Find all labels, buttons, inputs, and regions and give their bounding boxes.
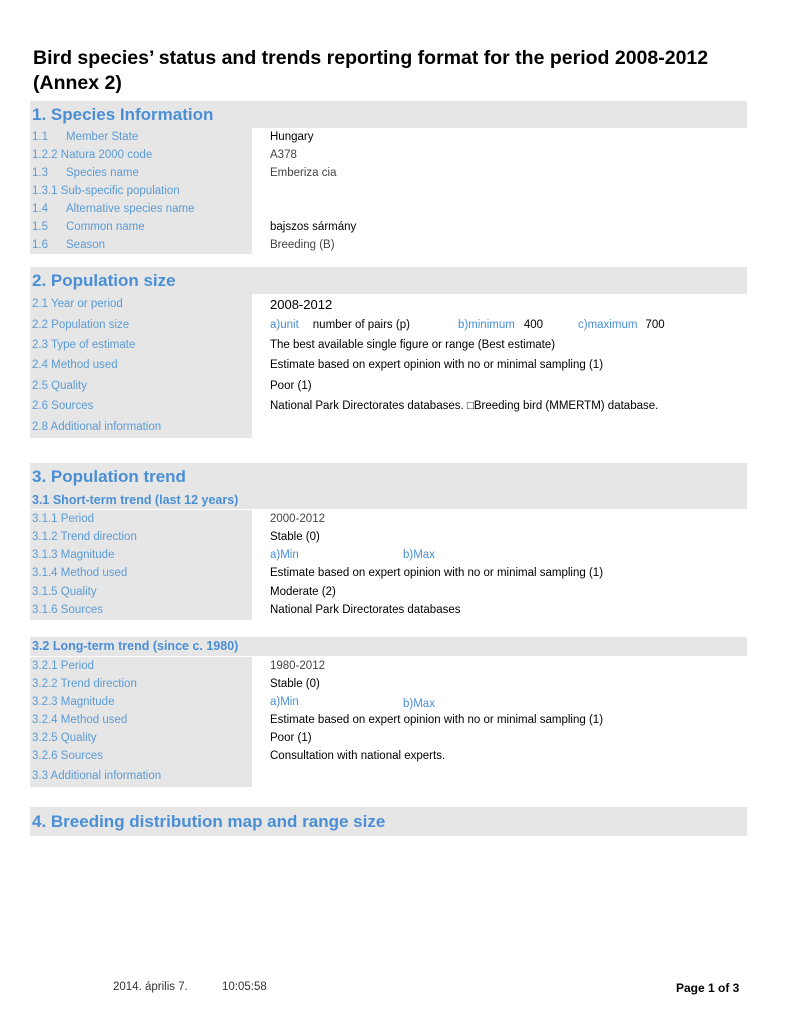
field-value-long-quality: Poor (1) [270,732,312,744]
field-label-text: Common name [66,221,145,233]
field-label-trend-additional-information: 3.3 Additional information [30,766,252,787]
field-number: 1.1 [32,131,48,143]
field-label-sources: 2.6 Sources [30,396,252,417]
field-label-common-name [30,218,252,236]
field-value-natura-code: A378 [270,149,297,161]
field-label-text: Species name [66,167,139,179]
section-heading-population-trend: 3. Population trend [30,463,747,491]
page-number: Page 1 of 3 [676,981,740,995]
field-label-text: Alternative species name [66,203,195,215]
unit-label: a)unit [270,319,299,331]
field-label-short-method-used: 3.1.4 Method used [30,564,252,583]
field-value-short-trend-direction: Stable (0) [270,531,320,543]
field-label-alternative-species-name [30,200,252,218]
field-label-long-magnitude: 3.2.3 Magnitude [30,693,252,711]
field-label-short-quality: 3.1.5 Quality [30,583,252,601]
subsection-heading-long-term-trend: 3.2 Long-term trend (since c. 1980) [30,637,747,656]
section-heading-population-size: 2. Population size [30,267,747,294]
field-value-short-period: 2000-2012 [270,513,325,525]
field-value-method-used: Estimate based on expert opinion with no or minimal sampling (1) [270,359,604,371]
short-magnitude-values [270,546,435,564]
short-magnitude-max-label: b)Max [403,549,435,561]
field-value-year-or-period: 2008-2012 [270,297,333,312]
field-label-text: Natura 2000 code [60,149,153,161]
field-number: 1.3.1 [32,185,58,197]
field-number: 1.4 [32,203,48,215]
field-label-member-state [30,128,252,146]
field-value-long-period: 1980-2012 [270,660,325,672]
section-heading-breeding-distribution: 4. Breeding distribution map and range size [30,807,747,836]
field-label-year-or-period: 2.1 Year or period [30,294,252,315]
field-value-short-method-used: Estimate based on expert opinion with no or minimal sampling (1) [270,567,604,579]
field-value-long-method-used: Estimate based on expert opinion with no or minimal sampling (1) [270,714,604,726]
minimum-value: 400 [523,319,543,331]
field-label-short-magnitude: 3.1.3 Magnitude [30,546,252,564]
field-value-species-name: Emberiza cia [270,167,337,179]
footer-date: 2014. április 7. [113,981,188,993]
field-label-population-size: 2.2 Population size [30,315,252,335]
field-label-type-of-estimate: 2.3 Type of estimate [30,335,252,355]
document-title: Bird species’ status and trends reporting format for the period 2008-2012 (Annex 2) [33,47,709,94]
maximum-label: c)maximum [578,319,638,331]
field-value-quality: Poor (1) [270,380,312,392]
field-number: 1.5 [32,221,48,233]
field-label-text: Season [66,239,106,251]
field-label-short-period: 3.1.1 Period [30,510,252,528]
field-label-additional-information: 2.8 Additional information [30,417,252,438]
short-magnitude-min-label: a)Min [270,549,299,561]
field-value-long-trend-direction: Stable (0) [270,678,320,690]
field-value-short-sources: National Park Directorates databases [270,604,461,616]
field-label-short-sources: 3.1.6 Sources [30,601,252,620]
long-magnitude-min-label: a)Min [270,696,299,708]
long-magnitude-values [270,693,435,711]
field-label-season [30,236,252,254]
section-heading-species-information: 1. Species Information [30,101,747,128]
field-number: 1.2.2 [32,149,58,161]
field-label-sub-specific-population [30,182,252,200]
field-label-long-quality: 3.2.5 Quality [30,729,252,747]
field-label-text: Member State [66,131,139,143]
field-label-long-trend-direction: 3.2.2 Trend direction [30,675,252,693]
field-value-long-sources: Consultation with national experts. [270,750,446,762]
field-value-member-state: Hungary [270,131,314,143]
field-label-long-period: 3.2.1 Period [30,657,252,675]
field-value-sources: National Park Directorates databases. □Breeding bird (MMERTM) database. [270,400,659,412]
field-label-short-trend-direction: 3.1.2 Trend direction [30,528,252,546]
field-label-long-sources: 3.2.6 Sources [30,747,252,766]
long-magnitude-max-label: b)Max [403,698,435,710]
field-label-long-method-used: 3.2.4 Method used [30,711,252,729]
field-label-text: Sub-specific population [60,185,180,197]
field-label-method-used: 2.4 Method used [30,355,252,376]
field-label-natura-code [30,146,252,164]
field-number: 1.6 [32,239,48,251]
field-value-type-of-estimate: The best available single figure or range (Best estimate) [270,339,556,351]
field-value-short-quality: Moderate (2) [270,586,336,598]
field-label-quality: 2.5 Quality [30,376,252,396]
population-size-values [270,315,665,335]
field-label-species-name [30,164,252,182]
footer-time: 10:05:58 [222,981,267,993]
unit-value: number of pairs (p) [312,319,410,331]
subsection-heading-short-term-trend: 3.1 Short-term trend (last 12 years) [30,491,747,509]
maximum-value: 700 [645,319,665,331]
field-number: 1.3 [32,167,48,179]
field-value-common-name: bajszos sármány [270,221,357,233]
field-value-season: Breeding (B) [270,239,335,251]
minimum-label: b)minimum [457,319,515,331]
